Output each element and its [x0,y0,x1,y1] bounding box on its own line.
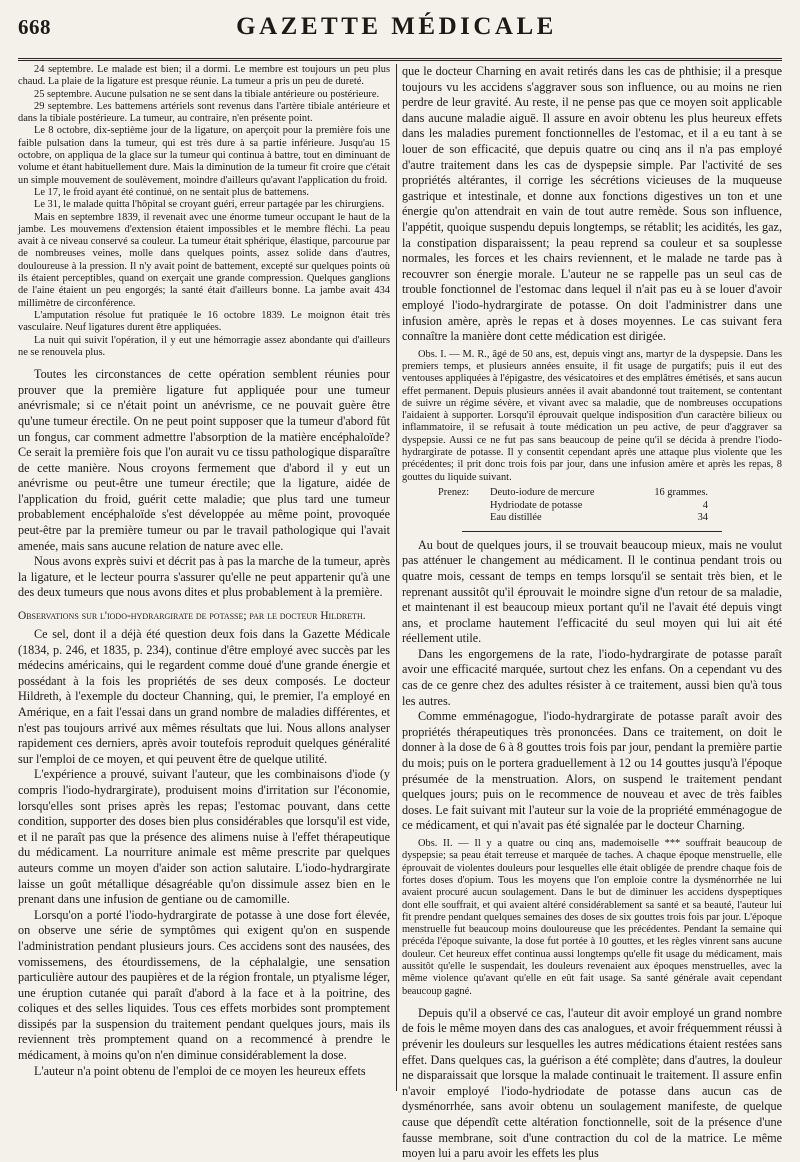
column-divider [396,64,397,1091]
case-notes [18,64,390,359]
case-note: 24 septembre. Le malade est bien; il a dormi. Le membre est toujours un peu plus chaud. La plaie de la ligature est presque réunie. La tumeur a pris un peu de dureté. [18,64,390,88]
formula-spacer [438,512,490,525]
formula-ingredient: Deuto-iodure de mercure [490,486,595,498]
formula-row [438,500,708,513]
formula-quantity: 34 [697,512,708,524]
right-column [402,64,782,1161]
body-paragraph: L'auteur n'a point obtenu de l'emploi de ce moyen les heureux effets [34,1063,366,1078]
case-note: Le 8 octobre, dix-septième jour de la ligature, on aperçoit pour la première fois une faible pulsation dans la tumeur, qui est très dure à sa partie inférieure. Jusqu'au 15 octobre, on appliqua de la glace sur la tumeur qui continua à battre, tout en diminuant de volume et étant habituellement dure. Mais la diminution de la tumeur fit croire que c'était un simple mouvement de soulèvement, moindre d'ailleurs qu'avant l'application du froid. [18,125,390,186]
body-paragraph: Ce sel, dont il a déjà été question deux fois dans la Gazette Médicale (1834, p. 246, et 1835, p. 234), continue d'être employé avec succès par les médecins américains, qui le regardent comme doué d'une grande énergie et possédant à la fois les propriétés de ses deux composés. Le docteur Hildreth, à l'exemple du docteur Channing, qui, le premier, l'a employé en Amérique, en a fait l'essai dans un grand nombre de maladies différentes, et n'est pas toujours arrivé aux mêmes résultats que lui. Nous allons analyser rapidement ces derniers, après avoir toutefois reproduit quelques généralité sur l'emploi de ce moyen, et qui peuvent être de quelque utilité. [18,627,390,766]
case-note: Mais en septembre 1839, il revenait avec une énorme tumeur occupant le haut de la jambe. Les mouvemens d'extension étaient impossibles et le membre fléchi. La peau avait à ce niveau conservé sa couleur. La tumeur était sphérique, élastique, parcourue par de nombreuses veines, molle dans quelques points, assez solide dans d'autres, douloureuse à la pression. Il n'y avait point de battement, excepté sur quelques points où ils étaient perceptibles, quand on exerçait une grande compression. Quelques ganglions de l'aine étaient un peu engorgés; la santé était d'ailleurs bonne. La jambe avait 434 millimètre de circonférence. [18,211,390,309]
formula-prefix: Prenez: [438,486,470,498]
body-paragraph: que le docteur Charning en avait retirés dans les cas de phthisie; il a presque toujours vu les accidens s'aggraver sous son influence, ou au moins ne rien perdre de leur gravité. Au reste, il ne pense pas que ce moyen soit applicable dans aucune maladie aiguë. Il assure en avoir obtenu les plus heureux effets dans les maladies purement fonctionnelles de l'estomac, et il a eu tant à se louer de son efficacité, que depuis quatre ou cinq ans il n'a pas employé d'autre traitement dans les cas de dyspepsie simple. Par l'activité de ses propriétés altérantes, il corrige les sécrétions vicieuses de la muqueuse gastrique et intestinale, et donne aux fonctions digestives un ton et une énergie qu'on attendrait en vain de tout autre remède. Sous son influence, l'appétit, quoique suspendu depuis longtemps, se rétablit; les acidités, les gaz, la constipation disparaissent; la peau reprend sa couleur et sa souplesse normales, les forces et les chairs reviennent, et le malade ne tarde pas à recouvrer son énergie morale. L'auteur ne se rappelle pas un seul cas de trouble fonctionnel de l'estomac dans lequel il n'ait pas eu à se louer d'avoir employé l'iodo-hydrargirate de potasse. On doit l'administrer dans une infusion amère, après le repas et à doses moyennes. Le cas suivant fera connaître la manière dont cette médication est dirigée. [402,64,782,344]
formula-spacer [438,500,490,513]
header-rule [18,58,782,61]
formula-quantity: 16 grammes. [654,486,708,498]
case-note: Le 31, le malade quitta l'hôpital se croyant guéri, erreur partagée par les chirurgiens. [34,199,385,211]
formula-row [438,512,708,525]
journal-title: GAZETTE MÉDICALE [236,13,557,40]
left-column [18,64,390,1094]
case-note: 29 septembre. Les battemens artériels sont revenus dans l'artère tibiale antérieure et dans la tibiale postérieure. La tumeur, au contraire, n'en présente point. [18,100,390,125]
discussion [18,367,390,601]
formula-quantity: 4 [702,499,708,511]
body-paragraph: Depuis qu'il a observé ce cas, l'auteur dit avoir employé un grand nombre de fois le même moyen dans des cas analogues, et avoir fréquemment réussi à prévenir les douleurs sur lesquelles les autres médications étaient restées sans effet. Dans quelques cas, la guérison a été complète; dans d'autres, la douleur ne disparaissait que lorsque la malade continuait le traitement. Il assure enfin n'avoir employé l'iodo-hydriodate de potasse dans aucun cas de dysménorrhée, sans avoir obtenu un soulagement manifeste, de quelque cause que dépendît cette altération fonctionnelle, soit de la présence d'une fausse membrane, soit d'une contraction du col de la matrice. Le même moyen lui a paru avoir les effets les plus [402,1005,782,1161]
case-note: La nuit qui suivit l'opération, il y eut une hémorragie assez abondante qui d'ailleurs ne se renouvela plus. [18,334,390,358]
observation-2: Obs. II. — Il y a quatre ou cinq ans, mademoiselle *** souffrait beaucoup de dyspepsie; sa peau était terreuse et marquée de taches. A chaque époque menstruelle, elle éprouvait de violentes douleurs pour lesquelles elle était obligée de prendre chaque fois de fortes doses d'opium. Tous les moyens que l'on emploie contre la dysménorrhée ne lui avaient procuré aucun soulagement. Dans le but de diminuer les accidens dyspeptiques dont elle souffrait, et qui avaient altéré considérablement sa santé et sa beauté, l'auteur lui fit prendre pendant quelques semaines des doses de six gouttes trois fois par jour. L'époque menstruelle fut beaucoup moins douloureuse que les précédentes. Pendant la semaine qui précéda l'époque suivante, la dose fut portée à 10 gouttes, et les règles vinrent sans aucune douleur. Cet heureux effet continua aussi longtemps qu'elle fit usage du médicament, mais aussitôt qu'elle le suspendait, les douleurs revenaient aux époques menstruelles, avec la même violence qu'avant qu'elle en eût fait usage. Sa santé générale avait cependant beaucoup gagné. [402,838,782,997]
formula-ingredient: Eau distillée [490,512,542,524]
body-paragraph: L'expérience a prouvé, suivant l'auteur, que les combinaisons d'iode (y compris l'iodo-hydrargirate), produisent moins d'irritation sur l'économie, lorsqu'elles sont prises après les repas; l'estomac pouvant, dans cette condition, supporter des doses bien plus considérables que lorsqu'il est vide, et il ne paraît pas que la présence des alimens nuise à l'effet thérapeutique du médicament. La nourriture animale est même prescrite par quelques auteurs comme un moyen d'aider son action salutaire. L'iodo-hydrargirate laisse un goût métallique désagréable qu'on dissimule assez bien en le prenant dans une infusion de gentiane ou de camomille. [18,767,390,907]
case-note: L'amputation résolue fut pratiquée le 16 octobre 1839. Le moignon était très vasculaire. Neuf ligatures durent être appliquées. [18,309,390,334]
body-paragraph: Comme emménagogue, l'iodo-hydrargirate de potasse paraît avoir des propriétés thérapeutiques très prononcées. Dans ce traitement, on doit le donner à la dose de 6 à 8 gouttes trois fois par jour, pendant la première partie du mois; puis on le portera graduellement à 12 ou 14 gouttes jusqu'à l'époque présumée de la menstruation. Alors, on suspend le traitement pendant quelques jours; puis on le recommence de nouveau et avec de très faibles doses. Le fait suivant mit l'auteur sur la voie de la propriété emménagogue de ce médicament, et qui n'avait pas été signalée par le docteur Charning. [402,709,782,833]
section-heading: Observations sur l'iodo-hydrargirate de potasse; par le docteur Hildreth. [18,610,366,623]
case-note: Le 17, le froid ayant été continué, on ne sentait plus de battemens. [34,186,309,198]
body-paragraph: Lorsqu'on a porté l'iodo-hydrargirate de potasse à une dose fort élevée, on observe une série de symptômes qui exigent qu'on en suspende l'administration pendant plusieurs jours. Ces accidens sont des nausées, des vomissemens, des étourdissemens, de la céphalalgie, une sensation particulière autour des paupières et de la région frontale, un ptyalisme léger, une éruption cutanée qui paraît d'abord à la face et à la poitrine, des coliques et des selles liquides. Tous ces effets morbides sont promptement dissipés par la suspension du traitement pendant quelques jours, mais ils reviennent très promptement quand on a recommencé à prendre le médicament, à moins qu'on n'en diminue considérablement la dose. [18,907,390,1063]
separator-rule [462,531,722,532]
case-note: 25 septembre. Aucune pulsation ne se sent dans la tibiale antérieure ou postérieure. [34,88,380,100]
formula-ingredient: Hydriodate de potasse [490,499,583,511]
body-paragraph: Dans les engorgemens de la rate, l'iodo-hydrargirate de potasse paraît avoir une efficacité marquée, surtout chez les enfans. On a cependant vu des cas de ce genre chez des adultes résister à ce traitement, aussi bien qu'à tous les autres. [402,646,782,708]
discussion-paragraph: Nous avons exprès suivi et décrit pas à pas la marche de la tumeur, après la ligature, et le lecteur pourra s'assurer qu'elle ne peut appartenir qu'à une des deux tumeurs que nous avons dites et plus probablement à la première. [18,554,390,600]
section-body [18,627,390,1079]
formula-row [438,487,708,500]
discussion-paragraph: Toutes les circonstances de cette opération semblent réunies pour prouver que la première ligature fut appliquée pour une tumeur anévrismale; si ce n'était point un anévrisme, ce ne pouvait guère être qu'une tumeur érectile. On ne peut point supposer que la tumeur d'abord fût un fongus, car comment admettre l'absorption de la matière encéphaloïde? Ce serait la première fois que l'on aurait vu ce tissu pathologique disparaître de cette manière. Nous croyons fermement que d'abord il y eut un anévrisme ou peut-être une tumeur érectile; que la ligature, aidée de l'application du froid, guérit cette maladie; que plus tard une tumeur probablement encéphaloïde s'est développée au même point, provoquée peut-être par la première tumeur ou par le travail pathologique qui l'avait amenée, mais sans aucune relation de nature avec elle. [18,367,390,553]
page-header [18,4,782,50]
body-paragraph: Au bout de quelques jours, il se trouvait beaucoup mieux, mais ne voulut pas atténuer le changement au médicament. Il le continua pendant trois ou quatre mois, cessant de temps en temps lorsqu'il se sentait très bien, et le reprenant aussitôt qu'il éprouvait le moindre signe d'un retour de sa maladie, et maintenant il est beaucoup mieux portant qu'il ne l'avait été depuis vingt ans, et proclame hautement l'efficacité du seul moyen qui lui ait été réellement utile. [402,537,782,646]
formula-block [438,487,782,525]
page-number: 668 [18,14,51,39]
observation-1: Obs. I. — M. R., âgé de 50 ans, est, depuis vingt ans, martyr de la dyspepsie. Dans les premiers temps, et plusieurs années ensuite, il fit usage de purgatifs; puis il eut des ventouses appliquées à l'épigastre, des vésicatoires et des emplâtres émétisés, et sans aucun effet permanent. Depuis plusieurs années il avait abandonné tout traitement, se contentant de suivre un régime sévère, et vivant avec sa maladie, que de nombreuses occupations l'aidaient à supporter. Lorsqu'il éprouvait quelque indisposition d'un caractère bilieux ou inflammatoire, il se refusait à toute médication un peu active, de peur d'aggraver sa dyspepsie. Aussi ce ne fut pas sans beaucoup de peine qu'il se décida à prendre l'iodo-hydrargirate de potasse. Il y consentit cependant après une attaque plus violente que les précédentes; il prit donc trois fois par jour, dans une infusion amère et après les repas, 8 gouttes du liquide suivant. [402,348,782,483]
